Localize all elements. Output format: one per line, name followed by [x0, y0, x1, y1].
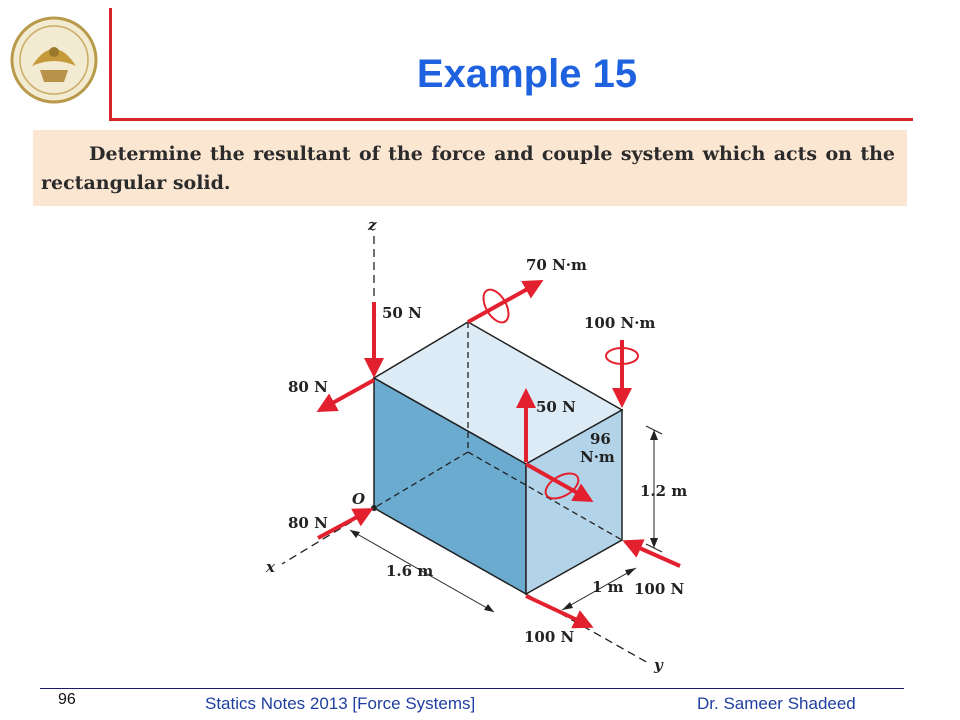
- page-number: 96: [58, 691, 76, 708]
- origin-label: O: [352, 490, 366, 508]
- slide-title: Example 15: [416, 52, 638, 96]
- force-80n-top-label: 80 N: [288, 378, 328, 396]
- moment-96-number: 96: [590, 430, 611, 448]
- moment-70-arrow: [468, 282, 540, 322]
- problem-statement: Determine the resultant of the force and couple system which acts on the rectangular solid.: [33, 130, 907, 206]
- z-axis-label: z: [368, 216, 377, 234]
- y-axis: [622, 540, 650, 664]
- force-100n-right-arrow: [626, 542, 680, 566]
- force-100n-bottom-label: 100 N: [524, 628, 575, 646]
- moment-70-label: 70 N·m: [526, 256, 587, 274]
- force-80n-bottom-label: 80 N: [288, 514, 328, 532]
- force-50n-top-label: 50 N: [382, 304, 422, 322]
- y-axis-label: y: [654, 656, 663, 674]
- force-50n-mid-label: 50 N: [536, 398, 576, 416]
- dim-width-label: 1 m: [592, 578, 624, 596]
- accent-horizontal-bar: [109, 118, 913, 121]
- footer-course-title: Statics Notes 2013 [Force Systems]: [205, 694, 476, 713]
- footer-divider: [40, 688, 904, 689]
- moment-100-label: 100 N·m: [584, 314, 656, 332]
- dim-height-label: 1.2 m: [640, 482, 688, 500]
- rectangular-solid-diagram: [240, 208, 720, 678]
- x-axis-label: x: [266, 558, 275, 576]
- force-80n-top-arrow: [320, 380, 374, 410]
- origin-point: [371, 505, 377, 511]
- force-100n-right-label: 100 N: [634, 580, 685, 598]
- moment-96-unit: N·m: [580, 448, 615, 466]
- dim-length-label: 1.6 m: [386, 562, 434, 580]
- force-100n-bottom-arrow: [526, 596, 590, 626]
- footer-author: Dr. Sameer Shadeed: [697, 694, 856, 713]
